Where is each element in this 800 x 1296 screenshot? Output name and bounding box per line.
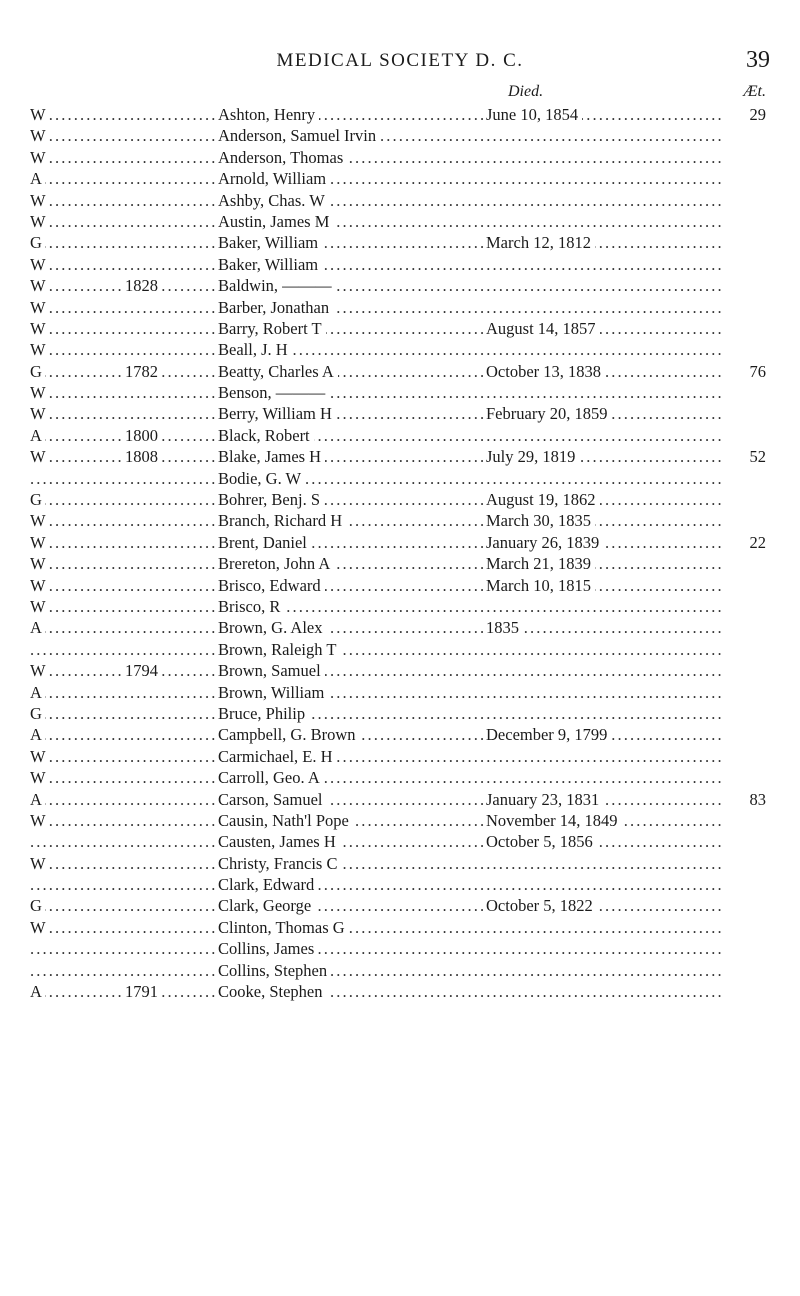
- age-at-death: 83: [732, 789, 766, 810]
- death-date: 1835: [486, 617, 523, 638]
- list-item: [30, 853, 766, 874]
- list-item: [30, 767, 766, 788]
- list-item: [30, 596, 766, 617]
- death-date: March 12, 1812: [486, 232, 595, 253]
- list-item: [30, 981, 766, 1002]
- society-mark: W: [30, 660, 49, 681]
- member-name: Carmichael, E. H: [218, 746, 337, 767]
- death-date: January 23, 1831: [486, 789, 603, 810]
- age-at-death: 22: [732, 532, 766, 553]
- list-item: [30, 489, 766, 510]
- list-item: [30, 125, 766, 146]
- age-at-death: 76: [732, 361, 766, 382]
- society-mark: W: [30, 575, 49, 596]
- death-date: March 21, 1839: [486, 553, 595, 574]
- society-mark: W: [30, 254, 49, 275]
- society-mark: W: [30, 510, 49, 531]
- list-item: [30, 254, 766, 275]
- dot-leader: [30, 703, 724, 724]
- member-name: Clark, George: [218, 895, 315, 916]
- list-item: [30, 639, 766, 660]
- list-item: [30, 446, 766, 467]
- list-item: [30, 339, 766, 360]
- list-item: [30, 682, 766, 703]
- member-name: Brent, Daniel: [218, 532, 311, 553]
- death-date: August 19, 1862: [486, 489, 600, 510]
- dot-leader: [30, 746, 724, 767]
- dot-leader: [30, 960, 724, 981]
- member-name: Collins, Stephen: [218, 960, 331, 981]
- page-number: 39: [746, 47, 770, 73]
- running-head: [0, 47, 800, 78]
- dot-leader: [30, 382, 724, 403]
- member-name: Branch, Richard H: [218, 510, 346, 531]
- society-mark: G: [30, 489, 45, 510]
- society-mark: G: [30, 361, 45, 382]
- list-item: [30, 297, 766, 318]
- dot-leader: [30, 403, 724, 424]
- society-mark: A: [30, 617, 45, 638]
- member-name: Brisco, R: [218, 596, 284, 617]
- member-name: Arnold, William: [218, 168, 330, 189]
- member-name: Benson, ———: [218, 382, 329, 403]
- member-name: Beatty, Charles A: [218, 361, 338, 382]
- list-item: [30, 403, 766, 424]
- society-mark: W: [30, 382, 49, 403]
- member-name: Clark, Edward: [218, 874, 318, 895]
- member-name: Carroll, Geo. A: [218, 767, 324, 788]
- list-item: [30, 789, 766, 810]
- society-mark: W: [30, 190, 49, 211]
- list-item: [30, 232, 766, 253]
- dot-leader: [30, 532, 724, 553]
- list-item: [30, 104, 766, 125]
- list-item: [30, 660, 766, 681]
- member-name: Blake, James H: [218, 446, 325, 467]
- dot-leader: [30, 468, 724, 489]
- member-name: Brisco, Edward: [218, 575, 325, 596]
- dot-leader: [30, 596, 724, 617]
- society-mark: A: [30, 682, 45, 703]
- year-cell: 1828: [122, 275, 161, 296]
- society-mark: W: [30, 125, 49, 146]
- member-name: Ashton, Henry: [218, 104, 319, 125]
- society-mark: W: [30, 917, 49, 938]
- society-mark: G: [30, 232, 45, 253]
- dot-leader: [30, 917, 724, 938]
- dot-leader: [30, 339, 724, 360]
- member-name: Barry, Robert T: [218, 318, 326, 339]
- dot-leader: [30, 789, 724, 810]
- list-item: [30, 617, 766, 638]
- death-date: December 9, 1799: [486, 724, 611, 745]
- death-date: February 20, 1859: [486, 403, 611, 424]
- dot-leader: [30, 211, 724, 232]
- society-mark: W: [30, 746, 49, 767]
- dot-leader: [30, 575, 724, 596]
- age-at-death: 29: [732, 104, 766, 125]
- society-mark: W: [30, 211, 49, 232]
- society-mark: A: [30, 724, 45, 745]
- member-name: Causin, Nath'l Pope: [218, 810, 353, 831]
- society-mark: G: [30, 703, 45, 724]
- society-mark: W: [30, 767, 49, 788]
- society-mark: W: [30, 318, 49, 339]
- list-item: [30, 553, 766, 574]
- dot-leader: [30, 104, 724, 125]
- dot-leader: [30, 147, 724, 168]
- member-name: Anderson, Thomas: [218, 147, 347, 168]
- dot-leader: [30, 874, 724, 895]
- member-name: Baldwin, ———: [218, 275, 336, 296]
- dot-leader: [30, 938, 724, 959]
- death-date: October 13, 1838: [486, 361, 605, 382]
- list-item: [30, 168, 766, 189]
- member-name: Berry, William H: [218, 403, 336, 424]
- list-item: [30, 703, 766, 724]
- member-name: Bodie, G. W: [218, 468, 305, 489]
- death-date: July 29, 1819: [486, 446, 579, 467]
- year-cell: 1808: [122, 446, 161, 467]
- list-item: [30, 532, 766, 553]
- member-name: Brown, G. Alex: [218, 617, 327, 638]
- list-item: [30, 831, 766, 852]
- member-name: Austin, James M: [218, 211, 333, 232]
- list-item: [30, 874, 766, 895]
- death-date: October 5, 1822: [486, 895, 597, 916]
- society-mark: W: [30, 532, 49, 553]
- society-mark: W: [30, 810, 49, 831]
- society-mark: A: [30, 168, 45, 189]
- death-date: June 10, 1854: [486, 104, 582, 125]
- list-item: [30, 382, 766, 403]
- member-name: Brown, William: [218, 682, 328, 703]
- year-cell: 1782: [122, 361, 161, 382]
- death-date: October 5, 1856: [486, 831, 597, 852]
- list-item: [30, 318, 766, 339]
- member-list: [30, 104, 766, 1002]
- death-date: March 10, 1815: [486, 575, 595, 596]
- member-name: Brereton, John A: [218, 553, 334, 574]
- member-name: Christy, Francis C: [218, 853, 341, 874]
- list-item: [30, 960, 766, 981]
- society-mark: W: [30, 596, 49, 617]
- dot-leader: [30, 190, 724, 211]
- age-at-death: 52: [732, 446, 766, 467]
- dot-leader: [30, 831, 724, 852]
- year-cell: 1791: [122, 981, 161, 1002]
- list-item: [30, 190, 766, 211]
- member-name: Collins, James: [218, 938, 318, 959]
- member-name: Causten, James H: [218, 831, 340, 852]
- member-name: Beall, J. H: [218, 339, 292, 360]
- dot-leader: [30, 254, 724, 275]
- society-mark: W: [30, 275, 49, 296]
- list-item: [30, 361, 766, 382]
- society-mark: W: [30, 403, 49, 424]
- dot-leader: [30, 510, 724, 531]
- dot-leader: [30, 767, 724, 788]
- year-cell: 1800: [122, 425, 161, 446]
- society-mark: G: [30, 895, 45, 916]
- society-mark: W: [30, 297, 49, 318]
- dot-leader: [30, 682, 724, 703]
- death-date: March 30, 1835: [486, 510, 595, 531]
- list-item: [30, 917, 766, 938]
- society-mark: W: [30, 104, 49, 125]
- member-name: Carson, Samuel: [218, 789, 327, 810]
- dot-leader: [30, 617, 724, 638]
- list-item: [30, 810, 766, 831]
- dot-leader: [30, 297, 724, 318]
- society-mark: W: [30, 853, 49, 874]
- society-mark: A: [30, 425, 45, 446]
- list-item: [30, 147, 766, 168]
- dot-leader: [30, 639, 724, 660]
- society-mark: W: [30, 147, 49, 168]
- dot-leader: [30, 853, 724, 874]
- member-name: Barber, Jonathan: [218, 297, 333, 318]
- member-name: Brown, Raleigh T: [218, 639, 340, 660]
- age-column-heading: Æt.: [743, 83, 766, 100]
- list-item: [30, 938, 766, 959]
- death-date: August 14, 1857: [486, 318, 600, 339]
- member-name: Brown, Samuel: [218, 660, 325, 681]
- society-mark: W: [30, 446, 49, 467]
- member-name: Baker, William: [218, 232, 322, 253]
- dot-leader: [30, 168, 724, 189]
- death-date: November 14, 1849: [486, 810, 622, 831]
- list-item: [30, 425, 766, 446]
- list-item: [30, 468, 766, 489]
- list-item: [30, 895, 766, 916]
- list-item: [30, 575, 766, 596]
- column-headings: [0, 83, 800, 105]
- member-name: Black, Robert: [218, 425, 314, 446]
- dot-leader: [30, 724, 724, 745]
- society-mark: W: [30, 553, 49, 574]
- society-mark: A: [30, 981, 45, 1002]
- member-name: Ashby, Chas. W: [218, 190, 329, 211]
- member-name: Anderson, Samuel Irvin: [218, 125, 380, 146]
- running-title: MEDICAL SOCIETY D. C.: [276, 50, 524, 71]
- member-name: Cooke, Stephen: [218, 981, 327, 1002]
- list-item: [30, 275, 766, 296]
- list-item: [30, 724, 766, 745]
- died-column-heading: Died.: [508, 83, 544, 100]
- death-date: January 26, 1839: [486, 532, 603, 553]
- society-mark: A: [30, 789, 45, 810]
- member-name: Bohrer, Benj. S: [218, 489, 324, 510]
- year-cell: 1794: [122, 660, 161, 681]
- member-name: Campbell, G. Brown: [218, 724, 360, 745]
- member-name: Clinton, Thomas G: [218, 917, 349, 938]
- member-name: Bruce, Philip: [218, 703, 309, 724]
- dot-leader: [30, 318, 724, 339]
- society-mark: W: [30, 339, 49, 360]
- dot-leader: [30, 489, 724, 510]
- list-item: [30, 746, 766, 767]
- dot-leader: [30, 232, 724, 253]
- list-item: [30, 510, 766, 531]
- dot-leader: [30, 553, 724, 574]
- member-name: Baker, William: [218, 254, 322, 275]
- dot-leader: [30, 895, 724, 916]
- list-item: [30, 211, 766, 232]
